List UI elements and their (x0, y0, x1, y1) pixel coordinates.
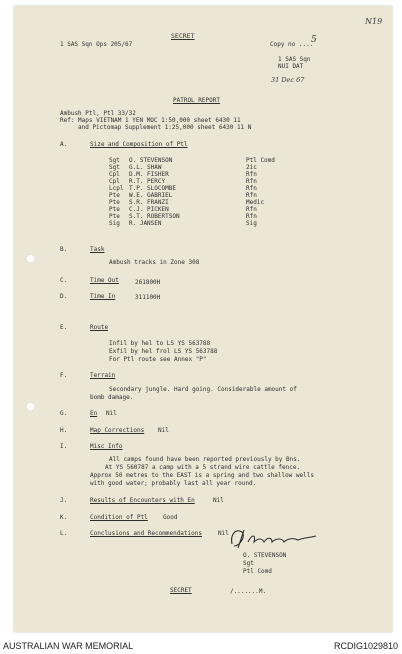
member-rank: Cpl (109, 171, 120, 178)
member-name: S.T. ROBERTSON (129, 213, 180, 220)
section-letter: J. (60, 497, 68, 504)
section-letter: B. (60, 246, 68, 253)
intro-line: Ambush Ptl, Ptl 33/32 (60, 110, 136, 117)
section-label: Time In (90, 293, 116, 300)
section-label: Results of Encounters with En (90, 497, 195, 504)
misc-info-line: Approx 50 metres to the EAST is a spring and two shallow wells (90, 472, 314, 479)
section-heading: Size and Composition of Ptl (90, 141, 188, 148)
member-rank: Pte (109, 206, 120, 213)
section-text: Ambush tracks in Zone 308 (109, 259, 200, 266)
section-letter: A. (60, 141, 68, 148)
handwritten-signature (226, 524, 320, 552)
member-rank: Pte (109, 192, 120, 199)
member-role: Rfn (246, 171, 257, 178)
member-rank: Sgt (109, 164, 120, 171)
terrain-line: bomb damage. (90, 394, 134, 401)
section-letter: C. (60, 277, 68, 284)
member-name: T.P. SLOCOMBE (129, 185, 176, 192)
terrain-line: Secondary jungle. Hard going. Considerable amount of (109, 386, 297, 393)
member-role: Rfn (246, 192, 257, 199)
member-role: Rfn (246, 178, 257, 185)
copy-number-label: Copy no .... (270, 41, 314, 48)
route-line: Exfil by hel frol LS YS 563788 (109, 348, 218, 355)
member-name: R. JANSEN (129, 220, 162, 227)
section-letter: H. (60, 427, 68, 434)
archive-id: RCDIG1029810 (333, 641, 398, 651)
route-line: For Ptl route see Annex "P" (109, 356, 207, 363)
member-name: O. STEVENSON (129, 157, 173, 164)
member-role: 2ic (246, 164, 257, 171)
signatory-role: Ptl Comd (243, 568, 272, 575)
section-letter: G. (60, 410, 68, 417)
copy-number-handwritten: 5 (311, 35, 317, 45)
member-role: Rfn (246, 206, 257, 213)
encounters-value: Nil (213, 497, 224, 504)
member-role: Rfn (246, 213, 257, 220)
archive-footer (0, 640, 402, 654)
unit-name: 1 SAS Sqn (278, 56, 311, 63)
section-letter: K. (60, 514, 68, 521)
member-rank: Sig (109, 220, 120, 227)
member-role: Sig (246, 220, 257, 227)
unit-location: NUI DAT (278, 63, 304, 70)
section-label: Condition of Ptl (90, 514, 148, 521)
route-line: Infil by hel to LS YS 563788 (109, 340, 211, 347)
member-name: C.J. PICKEN (129, 206, 169, 213)
section-heading: Misc Info (90, 443, 123, 450)
time-out-value: 261800H (135, 279, 161, 286)
member-rank: Cpl (109, 178, 120, 185)
section-letter: F. (60, 372, 68, 379)
section-letter: D. (60, 293, 68, 300)
section-label: En (90, 410, 98, 417)
section-label: Map Corrections (90, 427, 145, 434)
map-corrections-value: Nil (158, 427, 169, 434)
archive-name: AUSTRALIAN WAR MEMORIAL (3, 641, 134, 651)
section-letter: E. (60, 324, 68, 331)
signatory-rank: Sgt (243, 560, 254, 567)
signatory-name: O. STEVENSON (243, 552, 287, 559)
section-letter: L. (60, 530, 68, 537)
conclusions-value: Nil (218, 530, 229, 537)
section-label: Time Out (90, 277, 119, 284)
member-role: Rfn (246, 185, 257, 192)
section-label: Conclusions and Recommendations (90, 530, 202, 537)
punch-hole (26, 254, 35, 263)
member-name: W.E. GABRIEL (129, 192, 173, 199)
intro-line: and Pictomap Supplement 1:25,000 sheet 6430 11 N (78, 124, 252, 131)
intro-line: Ref: Maps VIETNAM 1 YEN MOC 1:50,000 sheet 6430 11 (60, 117, 241, 124)
section-letter: I. (60, 443, 68, 450)
punch-hole (26, 402, 35, 411)
misc-info-line: with good water; probably last all year round. (90, 480, 257, 487)
section-heading: Task (90, 246, 105, 253)
member-rank: Pte (109, 213, 120, 220)
member-name: S.R. FRANZI (129, 199, 169, 206)
member-rank: Lcpl (109, 185, 124, 192)
document-title: PATROL REPORT (173, 97, 220, 104)
report-date: 31 Dec 67 (271, 76, 305, 84)
page-number-handwritten: N19 (365, 17, 383, 26)
page-marker: /.......M. (230, 588, 267, 595)
document-reference: 1 SAS Sqn Ops 205/67 (60, 41, 133, 48)
condition-value: Good (163, 514, 178, 521)
time-in-value: 311100H (135, 294, 161, 301)
misc-info-line: At YS 560787 a camp with a 5 strand wire cattle fence. (105, 464, 301, 471)
classification-top: SECRET (171, 32, 195, 40)
section-heading: Route (90, 324, 109, 331)
enemy-value: Nil (106, 410, 117, 417)
misc-info-line: All camps found have been reported previously by Bns. (109, 456, 301, 463)
member-role: Medic (246, 199, 265, 206)
section-heading: Terrain (90, 372, 116, 379)
classification-bottom: SECRET (170, 587, 192, 594)
member-name: D.M. FISHER (129, 171, 169, 178)
member-role: Ptl Comd (246, 157, 275, 164)
member-rank: Pte (109, 199, 120, 206)
member-name: R.T. PERCY (129, 178, 166, 185)
member-name: G.L. SHAW (129, 164, 162, 171)
member-rank: Sgt (109, 157, 120, 164)
